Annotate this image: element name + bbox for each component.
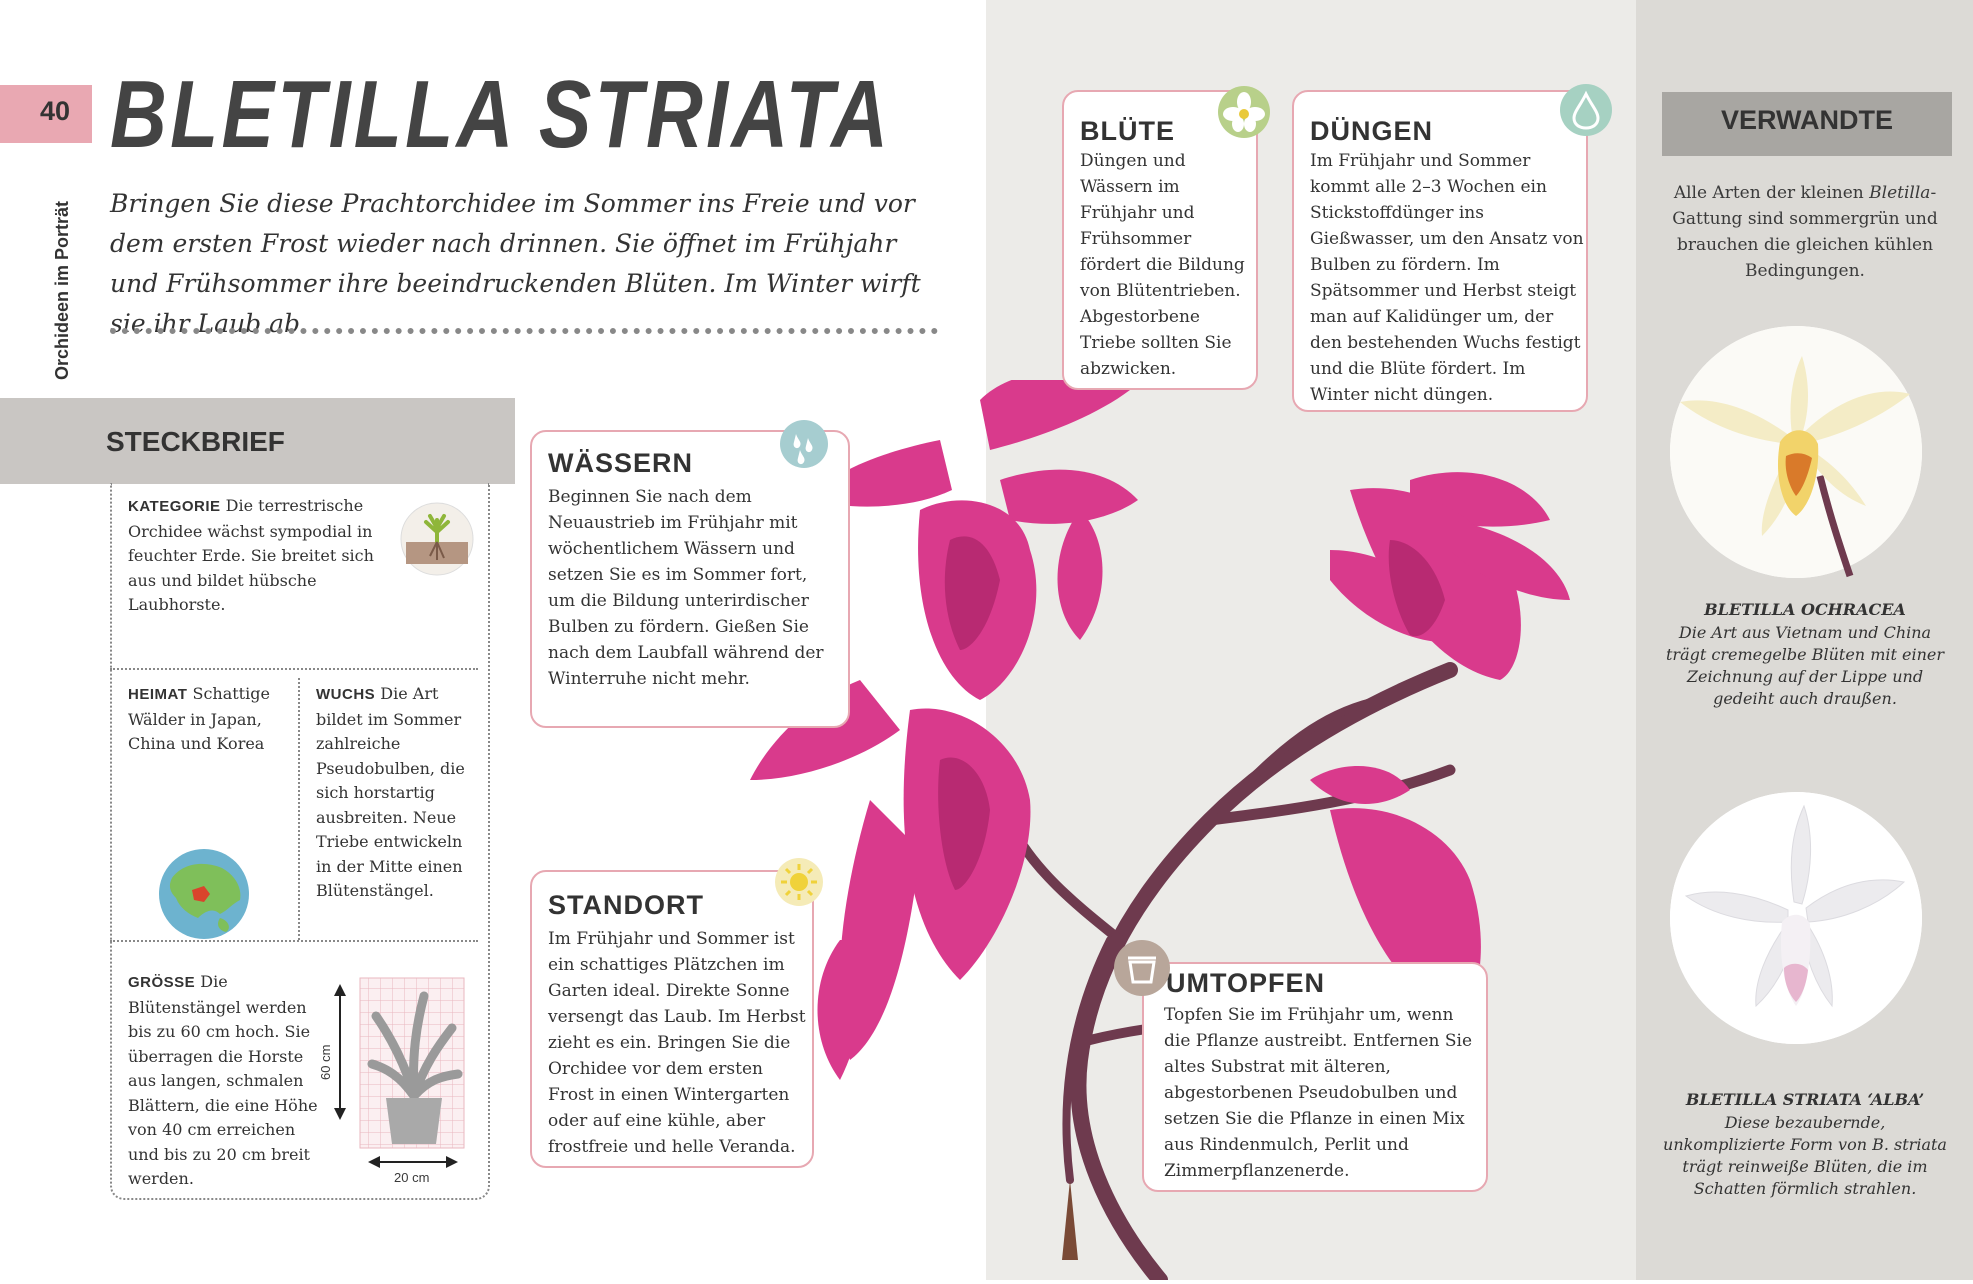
globe-icon <box>158 848 250 940</box>
fact-wuchs: WUCHS Die Art bildet im Sommer zahlreiche Pseudobulben, die sich horstartig ausbreiten. Neue Triebe entwickeln in der Mitte einen Blütenstängel. <box>316 684 465 900</box>
bubble-umtopfen <box>1142 962 1488 1192</box>
intro-text: Bringen Sie diese Prachtorchidee im Sommer ins Freie und vor dem ersten Frost wieder nach drinnen. Sie öffnet im Frühjahr und Frühsommer ihre beeindruckenden Blüten. Im Winter wirft sie ihr Laub ab. <box>110 189 921 338</box>
section-label: Orchideen im Porträt <box>52 200 72 380</box>
ochracea-text: Die Art aus Vietnam und China trägt cremegelbe Blüten mit einer Zeichnung auf der Lippe und gedeiht auch draußen. <box>1666 623 1944 708</box>
divider <box>110 668 478 670</box>
fact-heimat: HEIMAT Schattige Wälder in Japan, China und Korea <box>128 684 270 753</box>
ochracea-name: BLETILLA OCHRACEA <box>1704 600 1906 619</box>
waessern-text: Beginnen Sie nach dem Neuaustrieb im Frühjahr mit wöchentlichem Wässern und setzen Sie es im Sommer fort, um die Bildung unterirdischer Bulben zu fördern. Gießen Sie nach dem Laubfall während der Winterruhe nicht mehr. <box>548 487 824 689</box>
divider <box>298 678 300 940</box>
standort-title: STANDORT <box>548 890 704 920</box>
umtopfen-title: UMTOPFEN <box>1166 968 1326 998</box>
water-drops-icon <box>780 420 828 468</box>
fact-kategorie: KATEGORIE Die terrestrische Orchidee wächst sympodial in feuchter Erde. Sie breitet sich aus und bildet hübsche Laubhorste. <box>128 496 374 614</box>
alba-name: BLETILLA STRIATA ‘ALBA’ <box>1685 1090 1925 1109</box>
width-label: 20 cm <box>394 1170 430 1185</box>
verwandte-title: VERWANDTE <box>1720 105 1894 135</box>
divider <box>110 328 938 334</box>
waessern-title: WÄSSERN <box>548 448 694 478</box>
sun-icon <box>775 858 823 906</box>
bletilla-ochracea-image <box>1670 326 1922 578</box>
fact-groesse: GRÖSSE Die Blütenstängel werden bis zu 60 cm hoch. Sie überragen die Horste aus langen, schmalen Blättern, die eine Höhe von 40 cm erreichen und bis zu 20 cm breit werden. <box>128 972 318 1188</box>
standort-text: Im Frühjahr und Sommer ist ein schattiges Plätzchen im Garten ideal. Direkte Sonne versengt das Laub. Im Herbst zieht es ein. Bringen Sie die Orchidee vor dem ersten Frost in einen Wintergarten oder auf eine kühle, aber frostfreie und helle Veranda. <box>548 929 806 1157</box>
bletilla-striata-alba-image <box>1670 792 1922 1044</box>
page-number: 40 <box>40 96 71 126</box>
divider <box>110 940 478 942</box>
alba-text: Diese bezaubernde, unkomplizierte Form von B. striata trägt reinweiße Blüten, die im Schatten förmlich strahlen. <box>1663 1113 1947 1198</box>
umtopfen-text: Topfen Sie im Frühjahr um, wenn die Pflanze austreibt. Entfernen Sie altes Substrat mit älteren, abgestorbenen Pseudobulben und setzen Sie die Pflanze in einen Mix aus Rindenmulch, Perlit und Zimmerpflanzenerde. <box>1164 1005 1473 1181</box>
duengen-title: DÜNGEN <box>1310 116 1434 146</box>
repot-icon <box>1114 940 1170 996</box>
bubble-standort <box>530 870 814 1168</box>
bubble-duengen <box>1292 90 1588 412</box>
bluete-text: Düngen und Wässern im Frühjahr und Frühsommer fördert die Bildung von Blütentrieben. Abgestorbene Triebe sollten Sie abzwicken. <box>1080 151 1245 379</box>
plant-pot-size-icon <box>320 976 470 1176</box>
soil-plant-icon <box>400 502 474 576</box>
steckbrief-title: STECKBRIEF <box>106 426 285 457</box>
fertilizer-drop-icon <box>1560 84 1612 136</box>
bluete-title: BLÜTE <box>1080 116 1175 146</box>
page-title: BLETILLA STRIATA <box>110 61 892 168</box>
bubble-waessern <box>530 430 850 728</box>
duengen-text: Im Frühjahr und Sommer kommt alle 2–3 Wochen ein Stickstoffdünger ins Gießwasser, um den Ansatz von Bulben zu fördern. Im Spätsommer und Herbst steigt man auf Kalidünger um, der den bestehenden Wuchs festigt und die Blüte fördert. Im Winter nicht düngen. <box>1310 151 1584 405</box>
verwandte-intro: Alle Arten der kleinen Bletilla-Gattung sind sommergrün und brauchen die gleichen kühlen Bedingungen. <box>1672 183 1938 281</box>
height-label: 60 cm <box>318 1044 333 1080</box>
flower-icon <box>1218 86 1270 138</box>
